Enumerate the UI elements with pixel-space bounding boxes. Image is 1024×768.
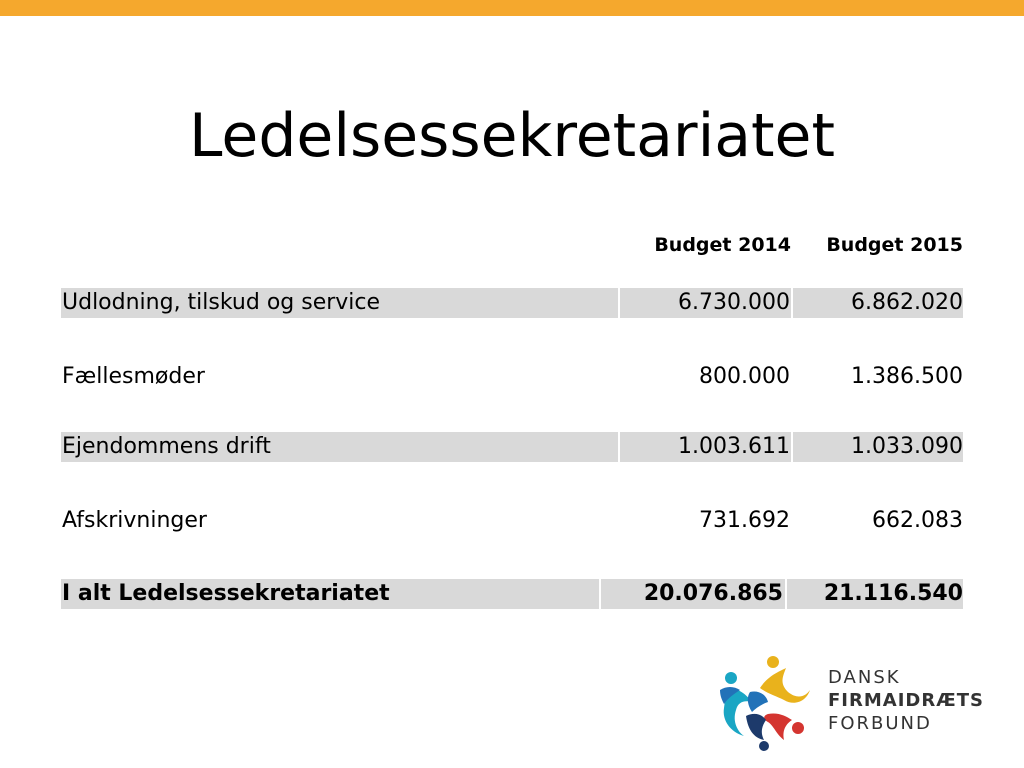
logo-navy-body (746, 714, 766, 740)
table-row (61, 362, 963, 392)
header-budget-2015: Budget 2015 (826, 234, 963, 256)
logo-line-dansk: DANSK (828, 667, 901, 688)
dfif-logo (716, 654, 1006, 752)
row-budget-2014: 731.692 (699, 508, 790, 533)
slide-title: Ledelsessekretariatet (189, 101, 835, 171)
logo-teal-head (725, 672, 737, 684)
table-row (61, 506, 963, 536)
total-budget-2014: 20.076.865 (601, 579, 785, 609)
row-budget-2015: 1.386.500 (851, 364, 963, 389)
total-budget-2015: 21.116.540 (787, 579, 963, 609)
logo-yellow-head (767, 656, 779, 668)
logo-line-firmaidraets: FIRMAIDRÆTS (828, 690, 984, 711)
header-budget-2014: Budget 2014 (654, 234, 791, 256)
row-budget-2014: 6.730.000 (620, 288, 791, 318)
row-budget-2015: 662.083 (872, 508, 963, 533)
row-budget-2015: 1.033.090 (793, 432, 963, 462)
logo-blue-center (748, 691, 768, 712)
row-budget-2015: 6.862.020 (793, 288, 963, 318)
logo-line-forbund: FORBUND (828, 713, 932, 734)
row-label: Ejendommens drift (61, 432, 618, 462)
logo-wordmark (828, 666, 1008, 735)
logo-navy-head (759, 741, 769, 751)
total-label: I alt Ledelsessekretariatet (61, 579, 599, 609)
row-label: Afskrivninger (62, 508, 207, 533)
top-accent-bar (0, 0, 1024, 16)
row-budget-2014: 1.003.611 (620, 432, 791, 462)
row-budget-2014: 800.000 (699, 364, 790, 389)
logo-red-head (792, 722, 804, 734)
logo-yellow-body (760, 668, 810, 703)
table-total-row (61, 579, 963, 609)
logo-red-body (764, 713, 792, 740)
row-label: Fællesmøder (62, 364, 205, 389)
table-row (61, 288, 963, 318)
people-star-logo-icon (716, 654, 814, 752)
row-label: Udlodning, tilskud og service (61, 288, 618, 318)
table-header-row (61, 230, 963, 260)
table-row (61, 432, 963, 462)
